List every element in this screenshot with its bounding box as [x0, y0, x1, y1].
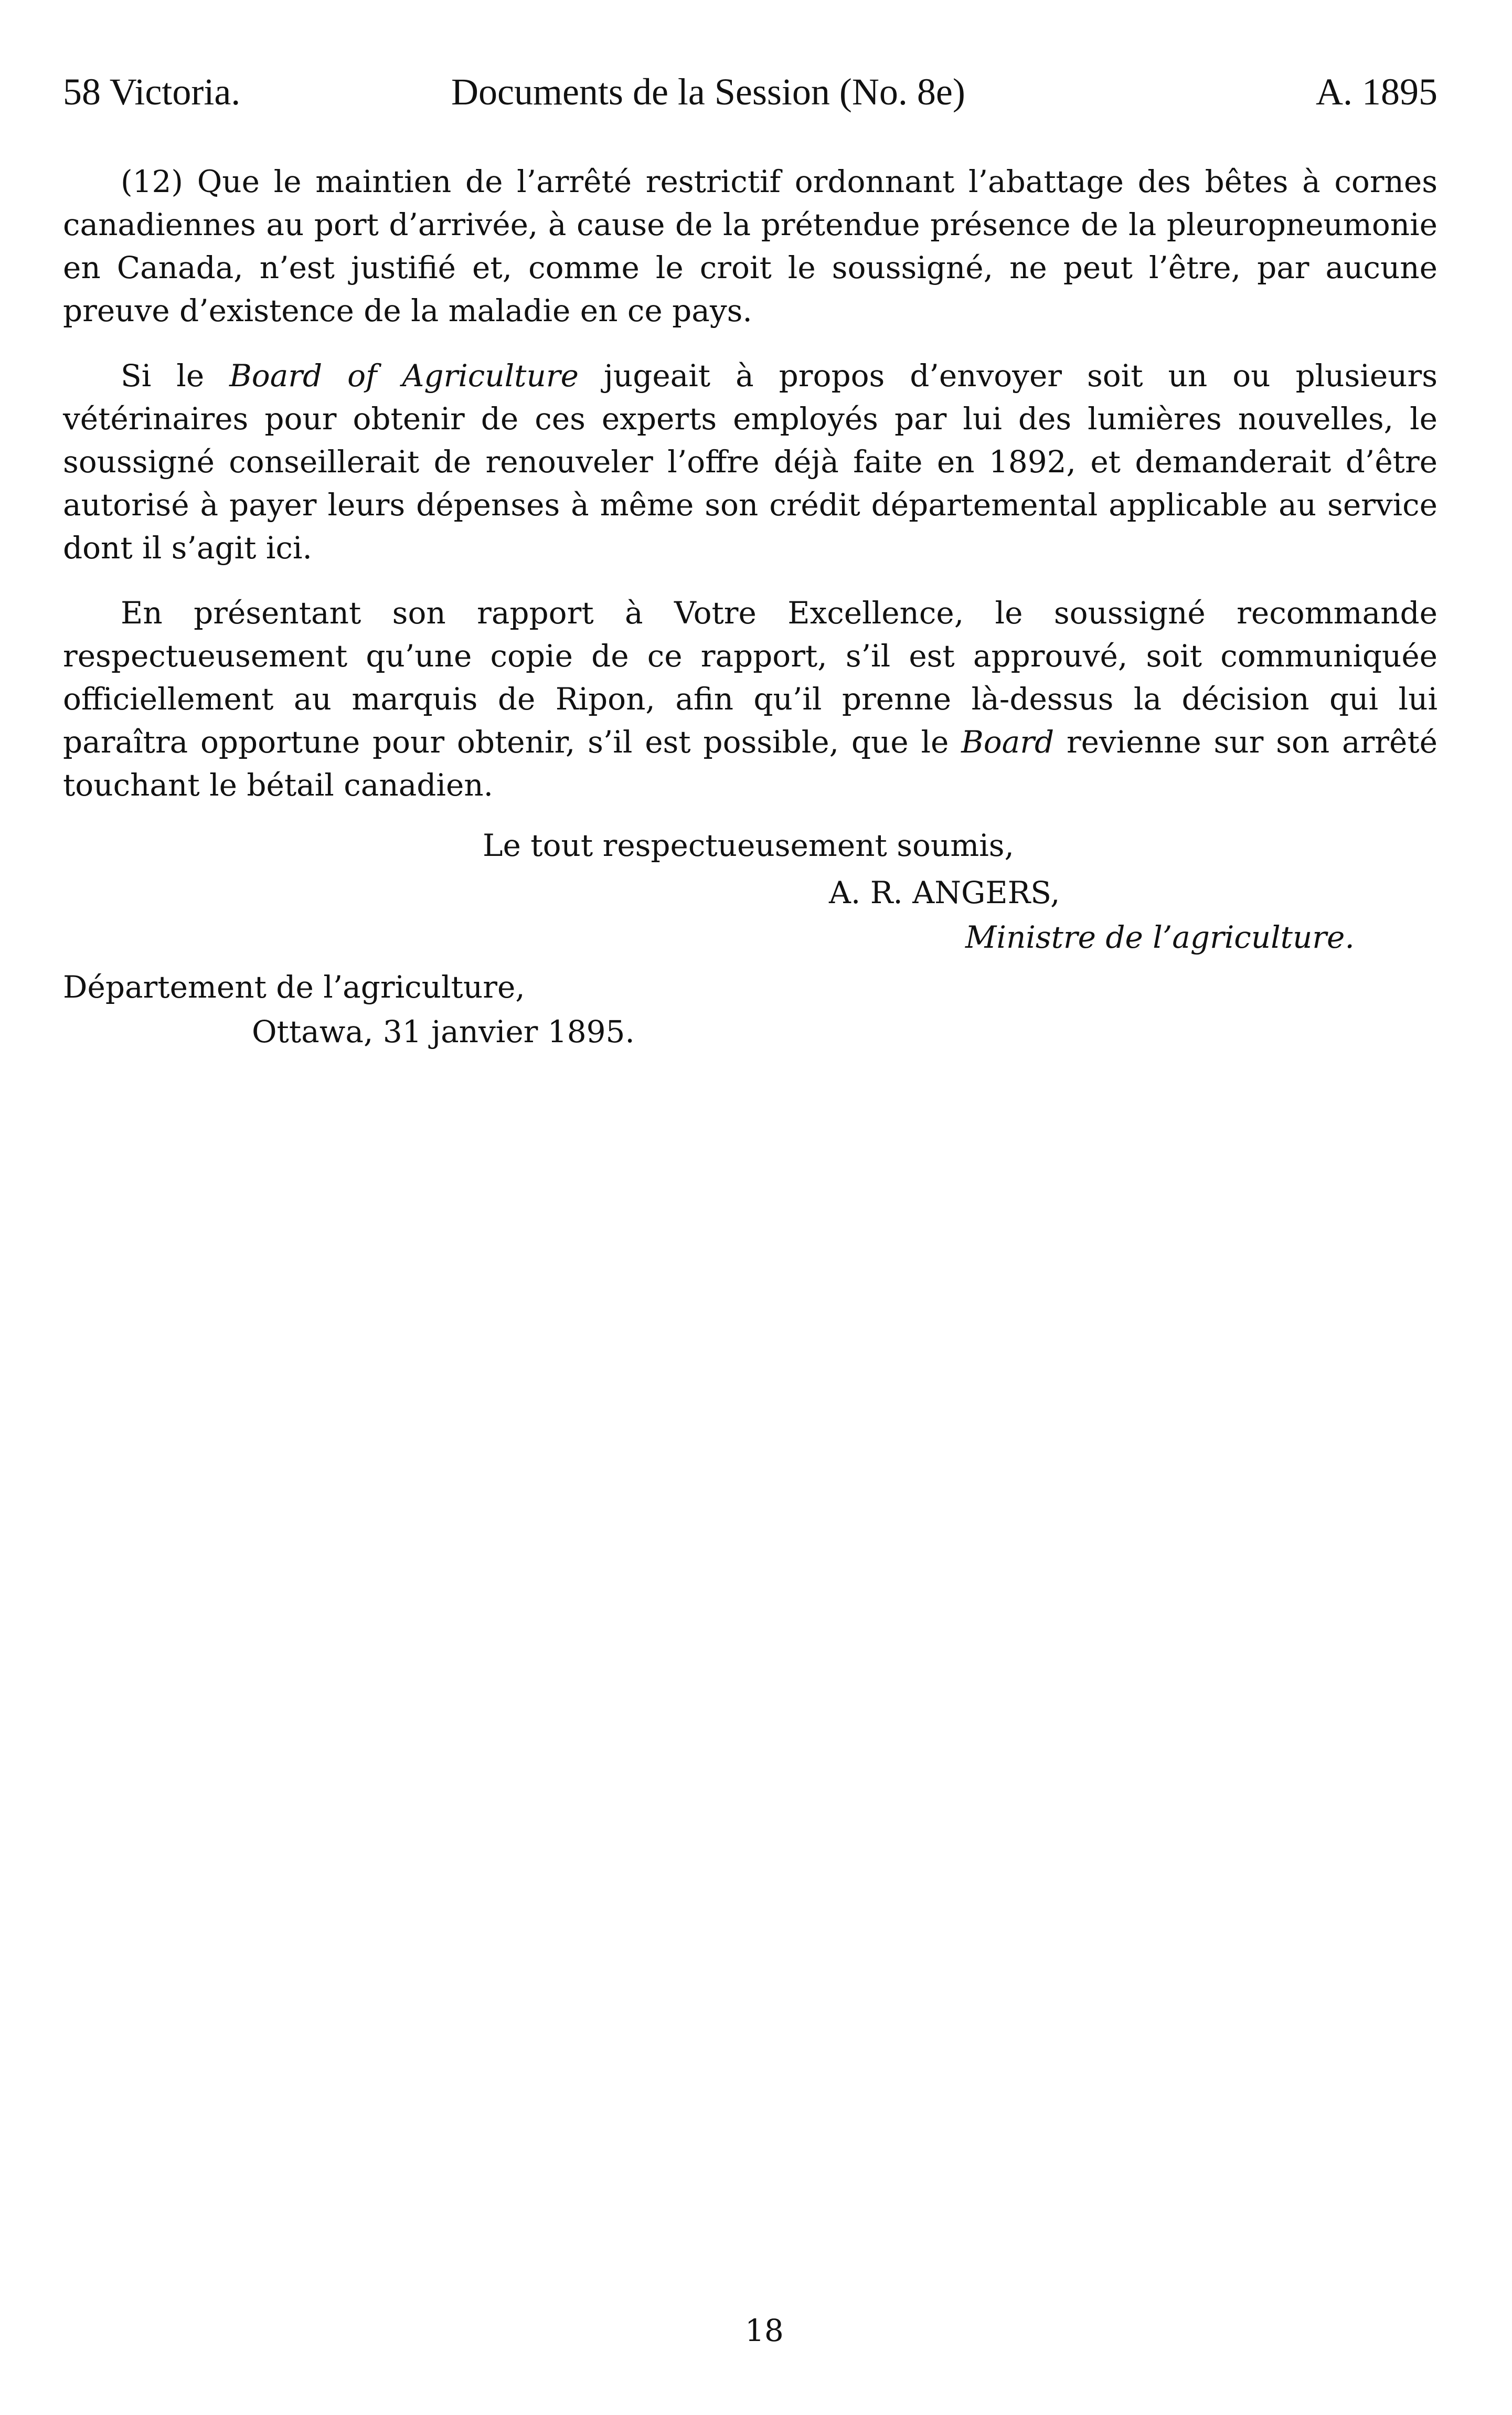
body-text: [63, 160, 1438, 829]
department-line-2: Ottawa, 31 janvier 1895.: [252, 1014, 635, 1050]
paragraph-12-text: (12) Que le maintien de l’arrêté restrictif ordonnant l’abattage des bêtes à cornes canadiennes au port d’arrivée, à cause de la prétendue présence de la pleuropneumonie en Canada, n’est justifié et, comme le croit le soussigné, ne peut l’être, par aucune preuve d’existence de la maladie en ce pays.: [63, 164, 1438, 329]
paragraph-12: [63, 160, 1438, 332]
paragraph-2-text-after: jugeait à propos d’envoyer soit un ou plusieurs vétérinaires pour obtenir de ces experts employés par lui des lumières nouvelles, le soussigné conseillerait de renouveler l’offre déjà faite en 1892, et demanderait d’être autorisé à payer leurs dépenses à même son crédit départemental applicable au service dont il s’agit ici.: [63, 358, 1438, 566]
paragraph-3-text-after: revienne sur son arrêté touchant le bétail canadien.: [63, 724, 1438, 803]
paragraph-3-italic: Board: [961, 724, 1055, 760]
paragraph-2-text-before: Si le: [121, 358, 230, 394]
header-center: Documents de la Session (No. 8e): [451, 71, 965, 113]
closing-salutation: Le tout respectueusement soumis,: [483, 828, 1014, 863]
department-line-1: Département de l’agriculture,: [63, 969, 525, 1005]
page-number: 18: [745, 2313, 784, 2348]
signature-title: Ministre de l’agriculture.: [965, 919, 1355, 955]
paragraph-board-of-agriculture: [63, 354, 1438, 569]
document-page: [63, 63, 1438, 2372]
paragraph-2-italic: Board of Agriculture: [229, 358, 579, 394]
header-right: A. 1895: [1316, 71, 1438, 113]
signature-name: A. R. ANGERS,: [829, 875, 1060, 910]
paragraph-3-text-before: En présentant son rapport à Votre Excellence, le soussigné recommande respectueusement qu’une copie de ce rapport, s’il est approuvé, soit communiquée officiellement au marquis de Ripon, afin qu’il prenne là-dessus la décision qui lui paraîtra opportune pour obtenir, s’il est possible, que le: [63, 595, 1438, 760]
running-header: [63, 63, 1438, 121]
header-left: 58 Victoria.: [63, 71, 241, 113]
paragraph-recommendation: [63, 591, 1438, 807]
